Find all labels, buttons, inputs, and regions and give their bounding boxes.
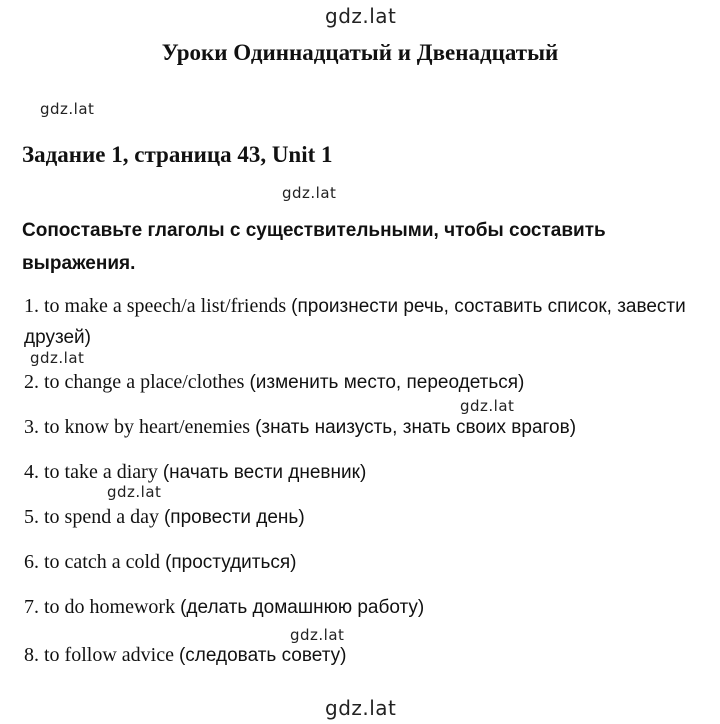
item-russian: (изменить место, переодеться) — [249, 372, 525, 393]
watermark: gdz.lat — [290, 626, 345, 644]
item-english: to spend a day — [44, 506, 159, 528]
watermark: gdz.lat — [460, 397, 515, 415]
item-russian: (следовать совету) — [178, 645, 347, 666]
watermark-top: gdz.lat — [325, 4, 397, 28]
item-russian: (знать наизусть, знать своих врагов) — [255, 417, 577, 438]
item-english: to catch a cold — [44, 551, 161, 573]
item-number: 1. — [24, 295, 39, 317]
item-english: to follow advice — [44, 644, 174, 666]
watermark: gdz.lat — [40, 100, 95, 118]
list-item — [24, 502, 305, 533]
item-russian: (провести день) — [163, 507, 305, 528]
list-item — [24, 457, 366, 488]
item-russian: (начать вести дневник) — [162, 462, 367, 483]
task-instruction: Сопоставьте глаголы с существительными, чтобы составить выражения. — [22, 220, 606, 274]
list-item — [24, 592, 424, 623]
list-item — [24, 367, 524, 398]
item-number: 3. — [24, 416, 39, 438]
item-number: 4. — [24, 461, 39, 483]
list-item — [24, 640, 346, 671]
item-number: 6. — [24, 551, 39, 573]
task-heading: Задание 1, страница 43, Unit 1 — [22, 142, 333, 167]
item-number: 8. — [24, 644, 39, 666]
item-number: 2. — [24, 371, 39, 393]
list-item — [24, 291, 704, 353]
watermark-bottom: gdz.lat — [325, 696, 397, 720]
item-russian: (простудиться) — [165, 552, 297, 573]
item-number: 7. — [24, 596, 39, 618]
page-title: Уроки Одиннадцатый и Двенадцатый — [161, 40, 559, 65]
watermark: gdz.lat — [30, 349, 85, 367]
item-english: to take a diary — [44, 461, 158, 483]
item-russian: (делать домашнюю работу) — [180, 597, 425, 618]
item-english: to do homework — [44, 596, 176, 618]
item-english: to know by heart/enemies — [44, 416, 251, 438]
watermark: gdz.lat — [107, 483, 162, 501]
watermark: gdz.lat — [282, 184, 337, 202]
item-number: 5. — [24, 506, 39, 528]
item-english: to make a speech/a list/friends — [44, 295, 287, 317]
list-item — [24, 412, 576, 443]
item-english: to change a place/clothes — [44, 371, 245, 393]
item-russian: (произнести речь, составить список, завести друзей) — [24, 296, 686, 348]
list-item — [24, 547, 297, 578]
